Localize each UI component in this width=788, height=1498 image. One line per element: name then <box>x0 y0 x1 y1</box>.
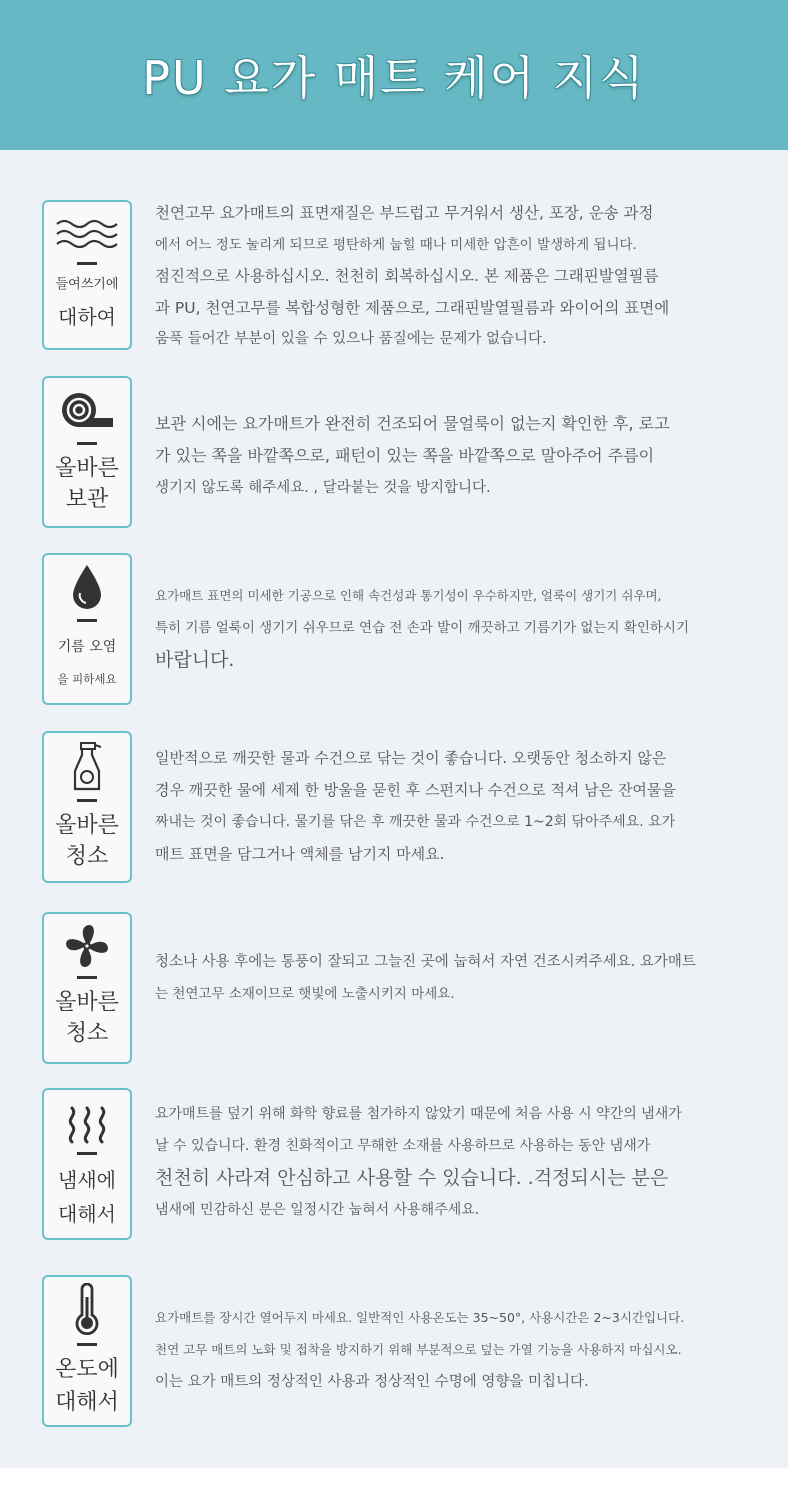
section-body <box>155 580 740 676</box>
odor-icon <box>62 1104 112 1146</box>
section-icon-box <box>42 912 132 1064</box>
body-line: 는 천연고무 소재이므로 햇빛에 노출시키지 마세요. <box>155 986 455 1002</box>
body-line: 점진적으로 사용하십시오. 천천히 회복하십시오. 본 제품은 그래핀발열필름 <box>155 267 659 285</box>
section-label-line-1: 올바른 <box>55 990 119 1015</box>
body-line: 과 PU, 천연고무를 복합성형한 제품으로, 그래핀발열필름과 와이어의 표면에 <box>155 298 670 317</box>
body-line: 요가매트를 장시간 열어두지 마세요. 일반적인 사용온도는 35~50°, 사용시간은 2~3시간입니다. <box>155 1310 685 1325</box>
oil-drop-icon <box>70 563 104 613</box>
section-label-line-2: 을 피하세요 <box>57 672 117 687</box>
section-body <box>155 198 740 356</box>
section-label-line-1: 냄새에 <box>58 1168 116 1192</box>
divider <box>77 619 97 622</box>
body-line: 바랍니다. <box>155 649 235 671</box>
divider <box>77 799 97 802</box>
section-body <box>155 1098 740 1226</box>
section-label-line-2: 보관 <box>65 486 109 512</box>
body-line: 냄새에 민감하신 분은 일정시간 눕혀서 사용해주세요. <box>155 1202 480 1218</box>
section-icon-box <box>42 1275 132 1427</box>
body-line: 짜내는 것이 좋습니다. 물기를 닦은 후 깨끗한 물과 수건으로 1~2회 닦아주세요. 요가 <box>155 814 676 830</box>
body-line: 천연 고무 매트의 노화 및 접착을 방지하기 위해 부분적으로 덮는 가열 기능을 사용하지 마십시오. <box>155 1342 682 1357</box>
section-label-line-1: 들여쓰기에 <box>55 277 119 292</box>
section-icon-box <box>42 731 132 883</box>
wave-icon <box>55 216 119 256</box>
body-line: 경우 깨끗한 물에 세제 한 방울을 묻힌 후 스펀지나 수건으로 적셔 남은 잔여물을 <box>155 781 676 799</box>
body-line: 보관 시에는 요가매트가 완전히 건조되어 물얼룩이 없는지 확인한 후, 로고 <box>155 414 670 433</box>
body-line: 특히 기름 얼룩이 생기기 쉬우므로 연습 전 손과 발이 깨끗하고 기름기가 없는지 확인하시기 <box>155 620 690 636</box>
section-icon-box <box>42 376 132 528</box>
section-label-line-2: 대해서 <box>58 1202 116 1226</box>
section-body <box>155 408 740 504</box>
section-label-line-1: 올바른 <box>55 456 119 481</box>
fan-icon <box>63 922 111 970</box>
section-label-line-2: 대해서 <box>55 1389 119 1415</box>
thermometer-icon <box>71 1283 103 1337</box>
page-title: PU 요가 매트 케어 지식 <box>142 51 646 105</box>
body-line: 천연고무 요가매트의 표면재질은 부드럽고 무거워서 생산, 포장, 운송 과정 <box>155 204 654 222</box>
divider <box>77 1152 97 1155</box>
rolled-mat-icon <box>59 388 115 436</box>
spray-bottle-icon <box>70 741 104 793</box>
body-line: 요가매트를 덮기 위해 화학 향료를 첨가하지 않았기 때문에 처음 사용 시 약간의 냄새가 <box>155 1106 682 1122</box>
section-label-line-2: 대하여 <box>58 304 116 329</box>
section-body <box>155 946 740 1010</box>
section-icon-box <box>42 200 132 350</box>
body-line: 가 있는 쪽을 바깥쪽으로, 패턴이 있는 쪽을 바깥쪽으로 말아주어 주름이 <box>155 446 655 465</box>
body-line: 청소나 사용 후에는 통풍이 잘되고 그늘진 곳에 눕혀서 자연 건조시켜주세요. 요가매트 <box>155 954 696 970</box>
section-label-line-1: 온도에 <box>55 1357 119 1382</box>
section-label-line-2: 청소 <box>65 1020 109 1046</box>
body-line: 움푹 들어간 부분이 있을 수 있으나 품질에는 문제가 없습니다. <box>155 331 547 347</box>
divider <box>77 262 97 265</box>
care-content <box>0 150 788 1468</box>
body-line: 천천히 사라져 안심하고 사용할 수 있습니다. .걱정되시는 분은 <box>155 1167 669 1189</box>
body-line: 일반적으로 깨끗한 물과 수건으로 닦는 것이 좋습니다. 오랫동안 청소하지 않은 <box>155 749 667 767</box>
section-body <box>155 1302 740 1398</box>
body-line: 이는 요가 매트의 정상적인 사용과 정상적인 수명에 영향을 미칩니다. <box>155 1374 589 1390</box>
divider <box>77 1343 97 1346</box>
section-label-line-1: 올바른 <box>55 813 119 838</box>
body-line: 에서 어느 정도 눌리게 되므로 평탄하게 눕힐 때나 미세한 압흔이 발생하게 됩니다. <box>155 236 637 253</box>
divider <box>77 442 97 445</box>
body-line: 생기지 않도록 해주세요. , 달라붙는 것을 방지합니다. <box>155 480 491 496</box>
body-line: 날 수 있습니다. 환경 친화적이고 무해한 소재를 사용하므로 사용하는 동안 냄새가 <box>155 1138 651 1154</box>
page-header <box>0 0 788 150</box>
divider <box>77 976 97 979</box>
section-label-line-2: 청소 <box>65 843 109 869</box>
section-icon-box <box>42 1088 132 1240</box>
section-body <box>155 742 740 870</box>
section-icon-box <box>42 553 132 705</box>
section-label-line-1: 기름 오염 <box>57 639 117 655</box>
body-line: 매트 표면을 담그거나 액체를 남기지 마세요. <box>155 845 445 863</box>
body-line: 요가매트 표면의 미세한 기공으로 인해 속건성과 통기성이 우수하지만, 얼룩이 생기기 쉬우며, <box>155 588 662 603</box>
